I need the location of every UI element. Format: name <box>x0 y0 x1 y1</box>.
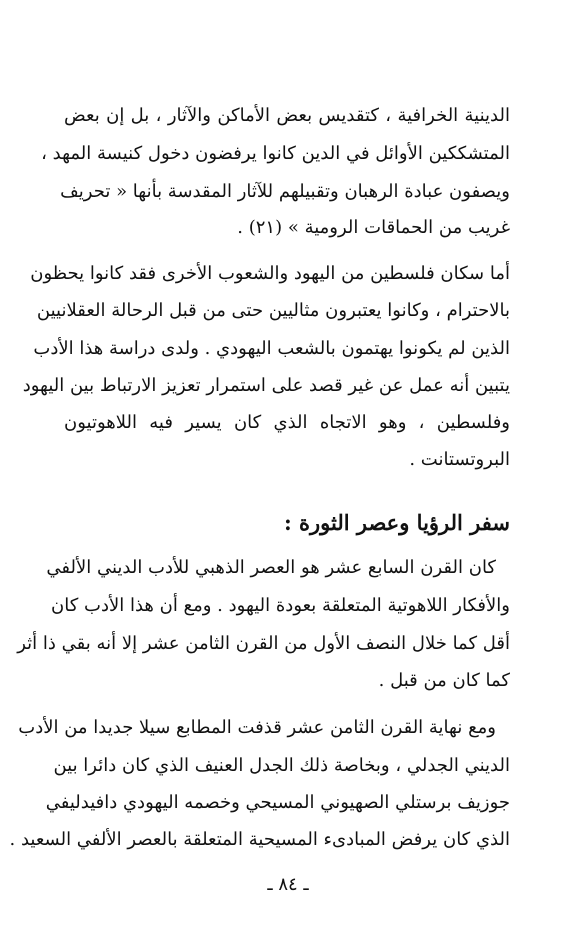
paragraph-1-line: المتشككين الأوائل في الدين كانوا يرفضون دخول كنيسة المهد ، <box>41 143 510 164</box>
paragraph-3-line: كان القرن السابع عشر هو العصر الذهبي للأدب الديني الألفي <box>46 557 496 578</box>
paragraph-2-line: وفلسطين ، وهو الاتجاه الذي كان يسير فيه اللاهوتيون <box>64 412 510 433</box>
paragraph-2-line: بالاحترام ، وكانوا يعتبرون مثاليين حتى من قبل الرحالة العقلانيين <box>36 300 510 321</box>
paragraph-4-line: الديني الجدلي ، وبخاصة ذلك الجدل العنيف الذي كان دائرا بين <box>53 755 510 776</box>
paragraph-2-line: يتبين أنه عمل عن غير قصد على استمرار تعزيز الارتباط بين اليهود <box>22 375 510 396</box>
paragraph-2-line: الذين لم يكونوا يهتمون بالشعب اليهودي . ولدى دراسة هذا الأدب <box>33 338 510 359</box>
paragraph-2-line: أما سكان فلسطين من اليهود والشعوب الأخرى فقد كانوا يحظون <box>30 263 510 284</box>
paragraph-2-line: البروتستانت . <box>409 449 510 470</box>
paragraph-3-line: أقل كما خلال النصف الأول من القرن الثامن عشر إلا أنه بقي ذا أثر <box>17 633 510 654</box>
paragraph-4-line: ومع نهاية القرن الثامن عشر قذفت المطابع سيلا جديدا من الأدب <box>18 717 496 738</box>
paragraph-4-line: جوزيف برستلي الصهيوني المسيحي وخصمه اليهودي دافيدليفي <box>45 792 510 813</box>
paragraph-1-line: ويصفون عبادة الرهبان وتقبيلهم للآثار المقدسة بأنها « تحريف <box>60 181 510 202</box>
paragraph-3-line: كما كان من قبل . <box>378 670 510 691</box>
page-number: ـ ٨٤ ـ <box>267 874 309 895</box>
paragraph-4-line: الذي كان يرفض المبادىء المسيحية المتعلقة بالعصر الألفي السعيد . <box>9 829 510 850</box>
paragraph-1-line: الدينية الخرافية ، كتقديس بعض الأماكن والآثار ، بل إن بعض <box>64 105 510 126</box>
paragraph-3-line: والأفكار اللاهوتية المتعلقة بعودة اليهود . ومع أن هذا الأدب كان <box>51 595 510 616</box>
section-heading: سفر الرؤيا وعصر الثورة : <box>283 510 510 535</box>
paragraph-1-line: غريب من الحماقات الرومية » (٢١) . <box>237 217 510 238</box>
